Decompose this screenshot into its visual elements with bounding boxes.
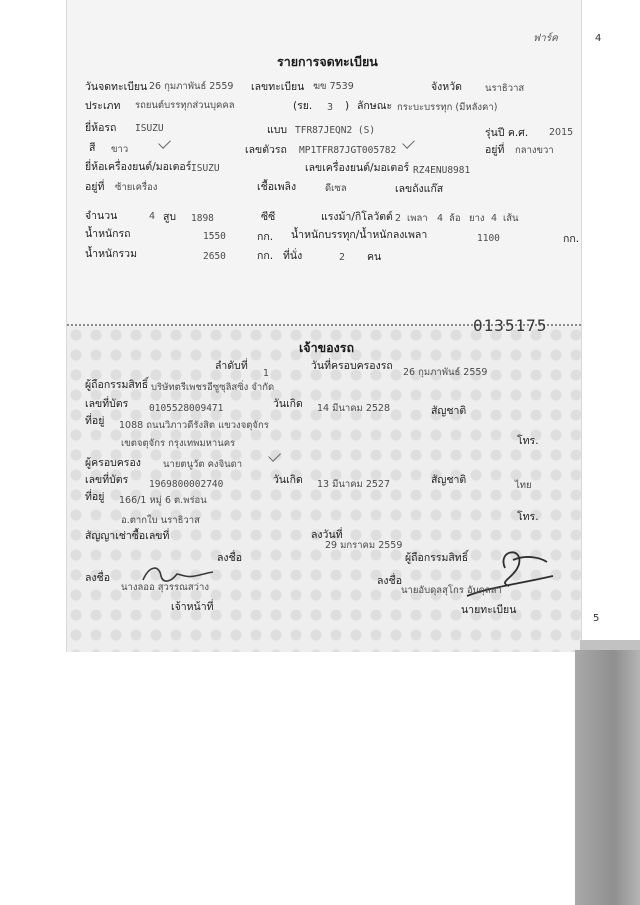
seat-label: ที่นั่ง — [283, 250, 303, 262]
order-value: 1 — [263, 368, 270, 379]
order-label: ลำดับที่ — [215, 360, 248, 372]
check-mark — [158, 136, 171, 149]
possessor-birth-value: 13 มีนาคม 2527 — [317, 479, 391, 490]
plate-value: ฆข 7539 — [313, 81, 354, 92]
page-number-top: 4 — [595, 33, 602, 44]
holder-address-line-1: 1088 ถนนวิภาวดีรังสิต แขวงจตุจักร — [119, 420, 269, 431]
possessor-address-line-1: 166/1 หมู่ 6 ต.พร่อน — [119, 495, 207, 506]
possessor-address-line-2: อ.ตากใบ นราธิวาส — [121, 515, 200, 526]
officer-sign-label: ลงชื่อ — [85, 572, 110, 584]
brand-value: ISUZU — [135, 123, 164, 134]
possessor-nationality-label: สัญชาติ — [431, 474, 467, 486]
holder-tel-label: โทร. — [517, 435, 539, 447]
color-label: สี — [89, 142, 96, 154]
province-value: นราธิวาส — [485, 83, 525, 94]
contract-date-label: ลงวันที่ — [311, 529, 343, 541]
engine-location-label: อยู่ที่ — [85, 181, 105, 193]
gross-weight-label: น้ำหนักรวม — [85, 248, 137, 260]
count-label: จำนวน — [85, 210, 118, 222]
rb-value: 3 — [327, 102, 334, 113]
axle-value: 2 — [395, 213, 402, 224]
registrar-title: นายทะเบียน — [461, 604, 517, 616]
wheel-value: 4 — [437, 213, 444, 224]
holder-address-label: ที่อยู่ — [85, 415, 105, 427]
tire-label: ยาง — [469, 213, 485, 224]
registrar-signature — [397, 540, 557, 612]
type-value: รถยนต์บรรทุกส่วนบุคคล — [135, 100, 235, 111]
chassis-location-label: อยู่ที่ — [485, 144, 505, 156]
holder-id-label: เลขที่บัตร — [85, 398, 129, 410]
registration-sheet — [66, 0, 602, 652]
scan-shadow — [575, 650, 640, 905]
fuel-value: ดีเซล — [325, 183, 347, 194]
tire-value: 4 — [491, 213, 498, 224]
brand-label: ยี่ห้อรถ — [85, 122, 117, 134]
engine-number-value: RZ4ENU8981 — [413, 165, 471, 176]
seat-unit: คน — [367, 251, 382, 263]
holder-nationality-label: สัญชาติ — [431, 405, 467, 417]
weight-label: น้ำหนักรถ — [85, 228, 131, 240]
owned-date-label: วันที่ครอบครองรถ — [311, 360, 393, 372]
registrar-name: นายอับดุลสุโกร อับดุลลา — [401, 585, 502, 596]
feature-value: กระบะบรรทุก (มีหลังคา) — [397, 102, 498, 113]
serial-number: 0135175 — [473, 316, 548, 335]
cc-label: ซีซี — [261, 211, 276, 223]
possessor-id-label: เลขที่บัตร — [85, 474, 129, 486]
cylinder-label: สูบ — [163, 211, 177, 223]
rb-label: (รย. — [293, 100, 313, 112]
possessor-id-value: 1969800002740 — [149, 479, 224, 490]
model-label: แบบ — [267, 124, 288, 136]
seat-value: 2 — [339, 252, 346, 263]
rb-close: ) — [345, 100, 350, 112]
holder-id-value: 0105528009471 — [149, 403, 224, 414]
possessor-value: นายตนูวัต คงจินดา — [163, 459, 243, 470]
chassis-location-value: กลางขวา — [515, 145, 554, 156]
chassis-label: เลขตัวรถ — [245, 144, 287, 156]
owned-date-value: 26 กุมภาพันธ์ 2559 — [403, 367, 488, 378]
holder-sign-label: ลงชื่อ — [217, 552, 242, 564]
tire-unit: เส้น — [503, 213, 519, 224]
holder-sign-caption: ผู้ถือกรรมสิทธิ์ — [405, 552, 469, 564]
reg-date-label: วันจดทะเบียน — [85, 81, 148, 93]
registrar-sign-label: ลงชื่อ — [377, 575, 402, 587]
engine-location-value: ซ้ายเครื่อง — [115, 182, 158, 193]
possessor-address-label: ที่อยู่ — [85, 491, 105, 503]
province-label: จังหวัด — [431, 81, 462, 93]
load-label: น้ำหนักบรรทุก/น้ำหนักลงเพลา — [291, 229, 428, 241]
cc-value: 1898 — [191, 213, 214, 224]
possessor-tel-label: โทร. — [517, 511, 539, 523]
possessor-label: ผู้ครอบครอง — [85, 457, 141, 469]
gas-tank-label: เลขถังแก๊ส — [395, 183, 444, 195]
year-label: รุ่นปี ค.ศ. — [485, 127, 529, 139]
holder-birth-value: 14 มีนาคม 2528 — [317, 403, 391, 414]
contract-date-value: 29 มกราคม 2559 — [325, 540, 403, 551]
possessor-nationality-value: ไทย — [515, 480, 532, 491]
model-value: TFR87JEQN2 (S) — [295, 125, 376, 136]
holder-value: บริษัทตรีเพชรอีซูซุลิสซิ่ง จำกัด — [151, 382, 275, 393]
page-number-bottom: 5 — [593, 613, 600, 624]
owner-heading: เจ้าของรถ — [299, 340, 355, 355]
count-value: 4 — [149, 211, 156, 222]
gross-weight-value: 2650 — [203, 251, 226, 262]
registration-heading: รายการจดทะเบียน — [277, 54, 378, 69]
feature-label: ลักษณะ — [357, 100, 393, 112]
wheel-label: ล้อ — [449, 213, 461, 224]
handwritten-note: ฟาร์ค — [533, 33, 558, 44]
type-label: ประเภท — [85, 100, 121, 112]
possessor-birth-label: วันเกิด — [273, 474, 303, 486]
load-value: 1100 — [477, 233, 500, 244]
year-value: 2015 — [549, 127, 574, 138]
engine-number-label: เลขเครื่องยนต์/มอเตอร์ — [305, 162, 410, 174]
engine-brand-label: ยี่ห้อเครื่องยนต์/มอเตอร์ — [85, 161, 192, 173]
plate-label: เลขทะเบียน — [251, 81, 305, 93]
engine-brand-value: ISUZU — [191, 163, 220, 174]
load-unit: กก. — [563, 233, 580, 245]
officer-name: นางลออ สุวรรณสว่าง — [121, 582, 209, 593]
holder-birth-label: วันเกิด — [273, 398, 303, 410]
axle-label: เพลา — [407, 213, 428, 224]
check-mark — [402, 136, 415, 149]
weight-unit: กก. — [257, 231, 274, 243]
contract-label: สัญญาเช่าซื้อเลขที่ — [85, 530, 170, 542]
weight-value: 1550 — [203, 231, 226, 242]
chassis-value: MP1TFR87JGT005782 — [299, 145, 397, 156]
gross-weight-unit: กก. — [257, 250, 274, 262]
fuel-label: เชื้อเพลิง — [257, 181, 297, 193]
horsepower-label: แรงม้า/กิโลวัตต์ — [321, 211, 393, 223]
holder-label: ผู้ถือกรรมสิทธิ์ — [85, 379, 149, 391]
reg-date-value: 26 กุมภาพันธ์ 2559 — [149, 81, 234, 92]
officer-title: เจ้าหน้าที่ — [171, 601, 214, 613]
holder-address-line-2: เขตจตุจักร กรุงเทพมหานคร — [121, 438, 236, 449]
color-value: ขาว — [111, 144, 129, 155]
